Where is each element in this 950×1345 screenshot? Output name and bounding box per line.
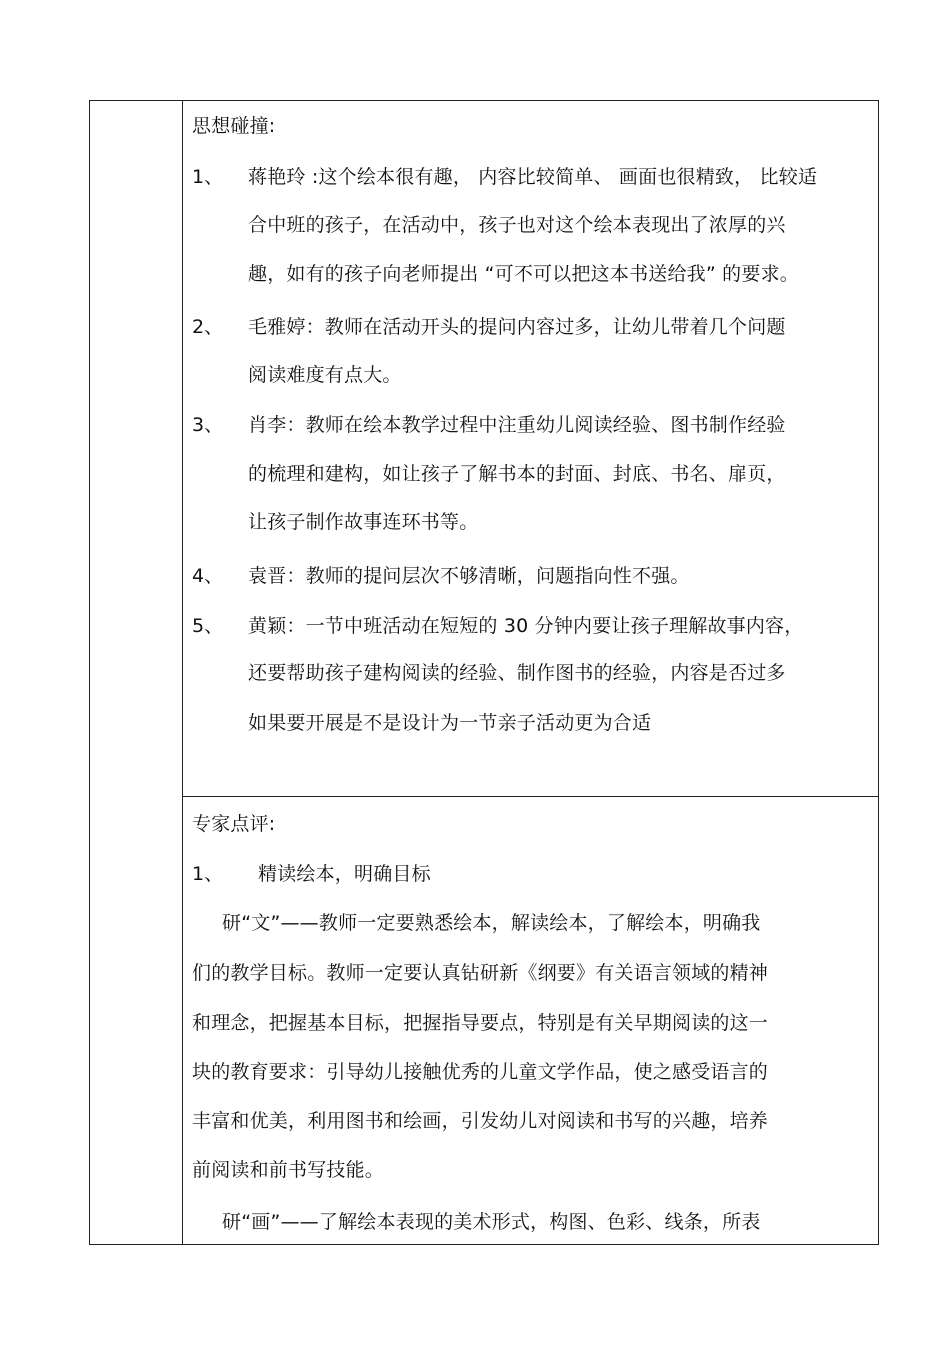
item-title: 精读绘本，明确目标 [258,863,431,885]
item-line: 如果要开展是不是设计为一节亲子活动更为合适 [248,712,652,734]
item-line: 的梳理和建构，如让孩子了解书本的封面、封底、书名、扉页， [248,463,786,485]
item-number: 1、 [192,166,224,188]
item-line: 蒋艳玲 :这个绘本很有趣， 内容比较简单、 画面也很精致， 比较适 [248,166,818,188]
item-line: 合中班的孩子，在活动中，孩子也对这个绘本表现出了浓厚的兴 [248,214,786,236]
item-line: 肖李：教师在绘本教学过程中注重幼儿阅读经验、图书制作经验 [248,414,786,436]
item-number: 5、 [192,615,224,637]
column-divider [182,100,183,1245]
item-number: 2、 [192,316,224,338]
item-line: 袁晋：教师的提问层次不够清晰，问题指向性不强。 [248,565,690,587]
item-line: 毛雅婷：教师在活动开头的提问内容过多，让幼儿带着几个问题 [248,316,786,338]
paragraph-line: 研“画”——了解绘本表现的美术形式，构图、色彩、线条，所表 [222,1211,761,1233]
row-divider [182,796,879,797]
paragraph-line: 丰富和优美，利用图书和绘画，引发幼儿对阅读和书写的兴趣，培养 [192,1110,769,1132]
item-line: 还要帮助孩子建构阅读的经验、制作图书的经验，内容是否过多 [248,662,786,684]
item-line: 让孩子制作故事连环书等。 [248,511,479,533]
item-line: 趣，如有的孩子向老师提出 “可不可以把这本书送给我” 的要求。 [248,263,799,285]
paragraph-line: 研“文”——教师一定要熟悉绘本，解读绘本，了解绘本，明确我 [222,912,761,934]
item-number: 3、 [192,414,224,436]
section-heading-expert-review: 专家点评: [192,813,276,835]
paragraph-line: 块的教育要求：引导幼儿接触优秀的儿童文学作品，使之感受语言的 [192,1061,769,1083]
item-line: 阅读难度有点大。 [248,364,402,386]
paragraph-line: 和理念，把握基本目标，把握指导要点，特别是有关早期阅读的这一 [192,1012,769,1034]
item-line: 黄颖：一节中班活动在短短的 30 分钟内要让孩子理解故事内容， [248,615,804,637]
item-number: 4、 [192,565,224,587]
item-number: 1、 [192,863,224,885]
section-heading-discussion: 思想碰撞: [192,115,276,137]
paragraph-line: 前阅读和前书写技能。 [192,1159,385,1181]
paragraph-line: 们的教学目标。教师一定要认真钻研新《纲要》有关语言领域的精神 [192,962,769,984]
